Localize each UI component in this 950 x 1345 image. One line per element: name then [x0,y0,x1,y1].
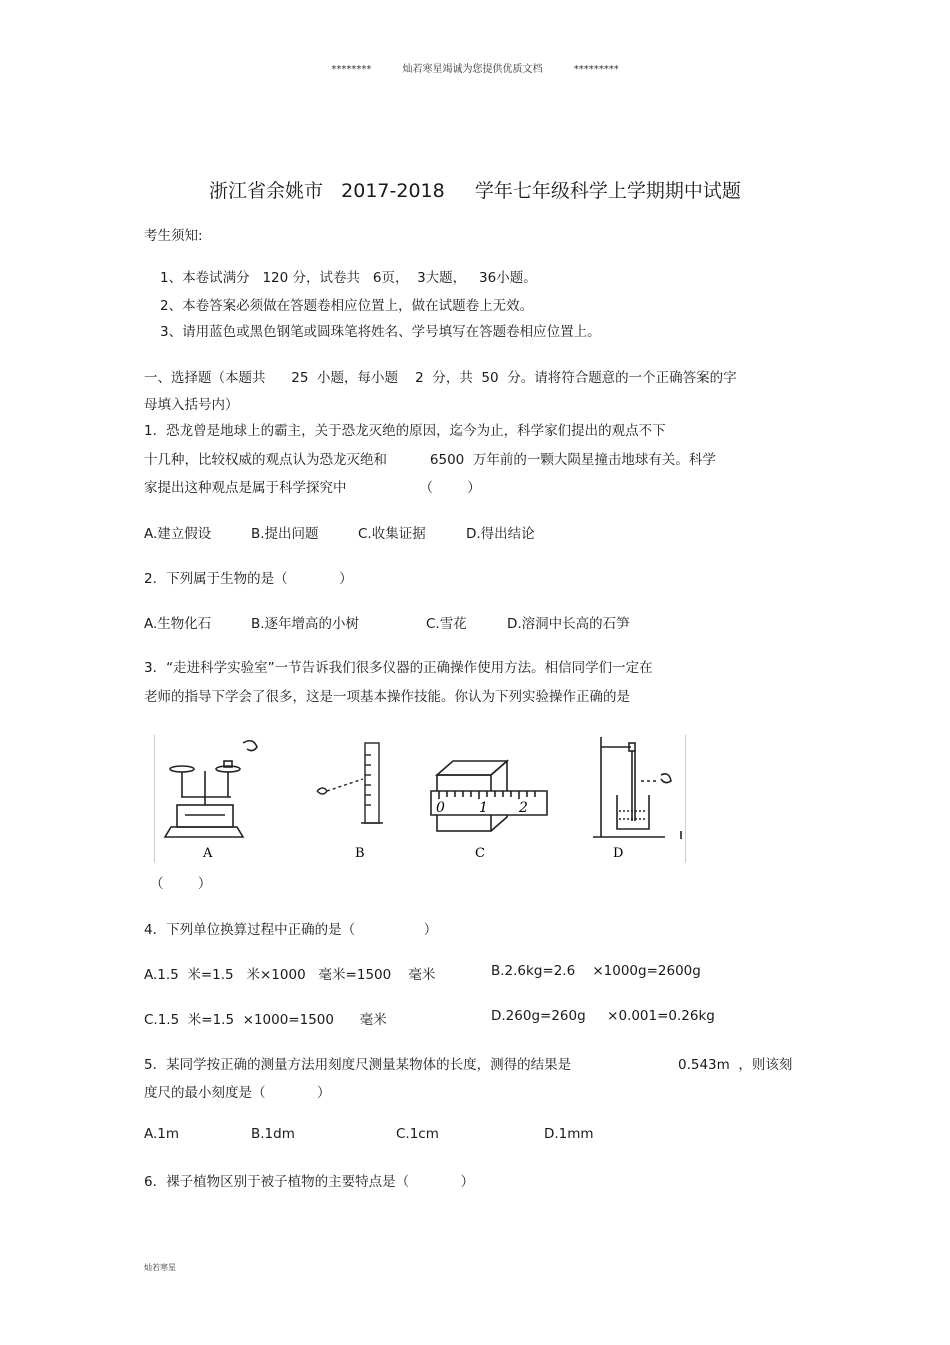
q3-stem-line1: 3．“走进科学实验室”一节告诉我们很多仪器的正确操作使用方法。相信同学们一定在 [144,660,653,676]
notice-heading: 考生须知: [144,228,203,244]
page-footer: 灿若寒星 [144,1263,176,1272]
q4-stem: 4．下列单位换算过程中正确的是（ ） [144,922,438,938]
figure-label-a: A [203,846,213,861]
q2-option-a: A.生物化石 [144,616,212,632]
ruler-mark-0: 0 [436,800,445,816]
notice-item-3: 3、请用蓝色或黑色钢笔或圆珠笔将姓名、学号填写在答题卷相应位置上。 [160,324,601,340]
lab-operations-illustration [155,735,685,863]
page-header [0,60,950,75]
ruler-mark-1: 1 [479,800,488,816]
notice-item-2: 2、本卷答案必须做在答题卷相应位置上，做在试题卷上无效。 [160,298,534,314]
ruler-mark-2: 2 [519,800,528,816]
figure-label-d: D [613,846,624,861]
q4-option-c: C.1.5 米=1.5 ×1000=1500 毫米 [144,1012,387,1028]
q1-option-a: A.建立假设 [144,526,212,542]
balance-scale-drawing [165,741,257,837]
notice-item-1: 1、本卷试满分 120 分，试卷共 6页， 3大题， 36小题。 [160,270,537,286]
section-heading-line1: 一、选择题（本题共 25 小题，每小题 2 分，共 50 分。请将符合题意的一个正确答案的字 [144,370,737,386]
q3-figure [154,735,686,863]
q1-stem-line2: 十几种，比较权威的观点认为恐龙灭绝和 6500 万年前的一颗大陨星撞击地球有关。科学 [144,452,716,468]
q4-option-b: B.2.6kg=2.6 ×1000g=2600g [491,963,701,979]
q1-stem-line1: 1．恐龙曾是地球上的霸主，关于恐龙灭绝的原因，迄今为止，科学家们提出的观点不下 [144,423,666,439]
q4-option-a: A.1.5 米=1.5 米×1000 毫米=1500 毫米 [144,967,436,983]
thermometer-stand-drawing [593,737,681,839]
q3-answer-bracket: （ ） [150,876,212,892]
q5-option-c: C.1cm [396,1126,439,1142]
q1-stem-line3: 家提出这种观点是属于科学探究中 （ ） [144,480,481,496]
q1-option-c: C.收集证据 [358,526,426,542]
section-heading-line2: 母填入括号内） [144,397,239,413]
q5-stem-line1: 5．某同学按正确的测量方法用刻度尺测量某物体的长度，测得的结果是 [144,1057,572,1073]
q5-option-b: B.1dm [251,1126,295,1142]
q6-stem: 6．裸子植物区别于被子植物的主要特点是（ ） [144,1174,475,1190]
q5-stem-line2: 度尺的最小刻度是（ ） [144,1085,331,1101]
q2-option-b: B.逐年增高的小树 [251,616,360,632]
q3-stem-line2: 老师的指导下学会了很多，这是一项基本操作技能。你认为下列实验操作正确的是 [144,689,630,705]
q2-option-c: C.雪花 [426,616,467,632]
q2-option-d: D.溶洞中长高的石笋 [507,616,630,632]
figure-label-b: B [355,846,365,861]
q5-option-a: A.1m [144,1126,180,1142]
figure-label-c: C [475,846,485,861]
q1-option-b: B.提出问题 [251,526,319,542]
header-stars-right: ********* [573,64,619,75]
q5-measured-value: 0.543m ，则该刻 [678,1057,793,1073]
measuring-cylinder-drawing [317,743,383,823]
q4-option-d: D.260g=260g ×0.001=0.26kg [491,1008,715,1024]
ruler-and-block-drawing [431,761,547,831]
q1-option-d: D.得出结论 [466,526,535,542]
q5-option-d: D.1mm [544,1126,594,1142]
header-text: 灿若寒星竭诚为您提供优质文档 [402,64,543,75]
header-stars-left: ******** [331,64,372,75]
page-title: 浙江省余姚市 2017-2018 学年七年级科学上学期期中试题 [209,180,741,202]
q2-stem: 2．下列属于生物的是（ ） [144,571,353,587]
